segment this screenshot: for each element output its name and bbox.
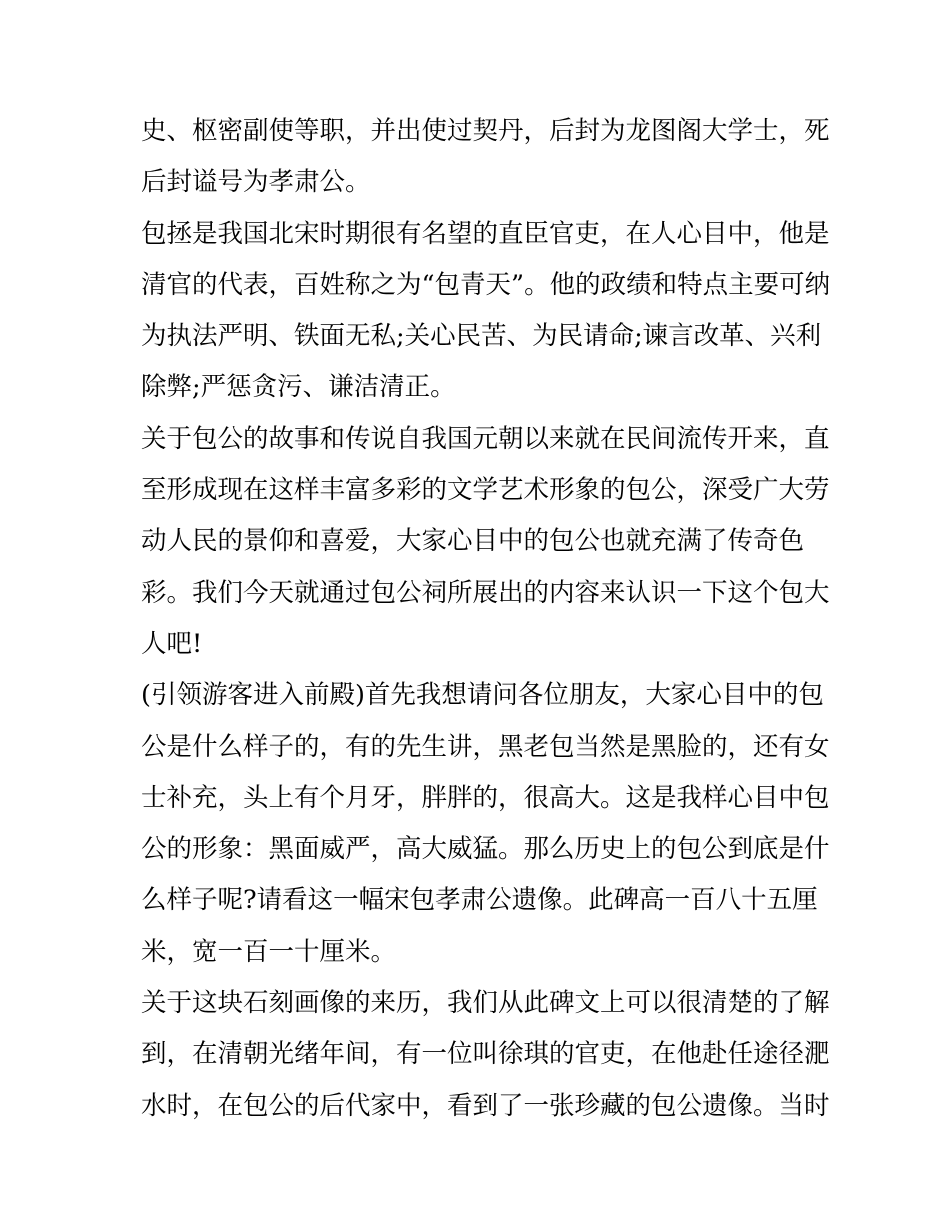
paragraph — [141, 670, 830, 978]
paragraph — [141, 414, 830, 670]
text-line: 除弊;严惩贪污、谦洁清正。 — [141, 372, 456, 403]
text-line: 史、枢密副使等职，并出使过契丹，后封为龙图阁大学士，死 — [141, 116, 830, 146]
document-body — [141, 106, 831, 1132]
text-line: 人吧! — [141, 628, 203, 659]
text-line: 彩。我们今天就通过包公祠所展出的内容来认识一下这个包大 — [141, 577, 830, 608]
text-line: 清官的代表，百姓称之为“包青天”。他的政绩和特点主要可纳 — [141, 269, 831, 300]
paragraph — [141, 209, 831, 414]
text-line: (引领游客进入前殿)首先我想请问各位朋友，大家心目中的包 — [141, 680, 824, 711]
text-line: 到，在清朝光绪年间，有一位叫徐琪的官吏，在他赴任途径淝 — [141, 1039, 830, 1070]
text-line: 米，宽一百一十厘米。 — [141, 936, 397, 967]
text-line: 后封谥号为孝肃公。 — [141, 167, 371, 198]
paragraph — [141, 978, 830, 1132]
text-line: 士补充，头上有个月牙，胖胖的，很高大。这是我样心目中包 — [141, 782, 830, 813]
text-line: 包拯是我国北宋时期很有名望的直臣官吏，在人心目中，他是 — [141, 218, 830, 249]
text-line: 为执法严明、铁面无私;关心民苦、为民请命;谏言改革、兴利 — [141, 321, 822, 352]
paragraph — [141, 106, 830, 209]
text-line: 至形成现在这样丰富多彩的文学艺术形象的包公，深受广大劳 — [141, 475, 830, 506]
text-line: 公是什么样子的，有的先生讲，黑老包当然是黑脸的，还有女 — [141, 731, 830, 762]
text-line: 关于这块石刻画像的来历，我们从此碑文上可以很清楚的了解 — [141, 988, 830, 1019]
text-line: 么样子呢?请看这一幅宋包孝肃公遗像。此碑高一百八十五厘 — [141, 885, 818, 916]
text-line: 水时，在包公的后代家中，看到了一张珍藏的包公遗像。当时 — [141, 1090, 830, 1121]
text-line: 动人民的景仰和喜爱，大家心目中的包公也就充满了传奇色 — [141, 526, 805, 557]
text-line: 关于包公的故事和传说自我国元朝以来就在民间流传开来，直 — [141, 423, 830, 454]
text-line: 公的形象：黑面威严，高大威猛。那么历史上的包公到底是什 — [141, 834, 830, 865]
